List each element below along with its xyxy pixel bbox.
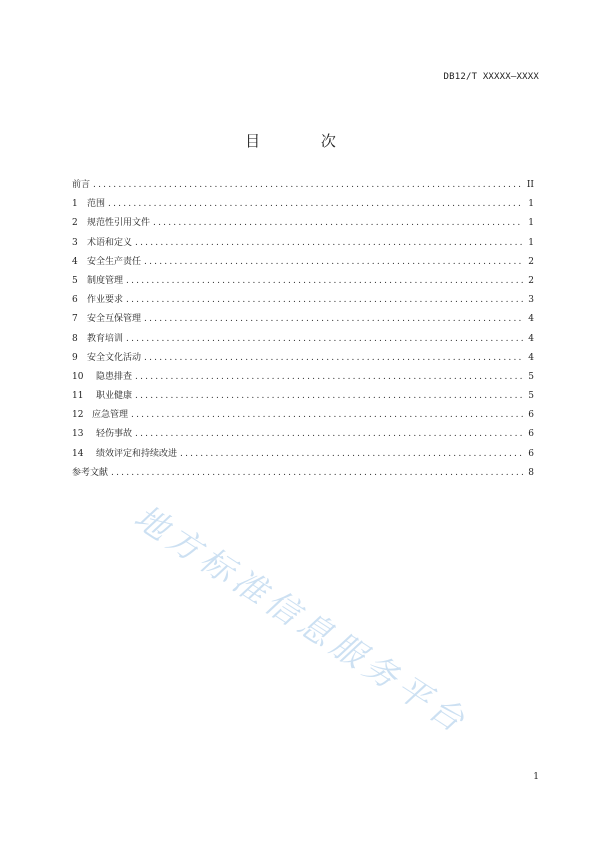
toc-entry-page: 2 (528, 256, 534, 267)
toc-entry-4[interactable] (72, 253, 534, 272)
toc-entry-page: 5 (528, 371, 534, 382)
toc-leader-dots (144, 253, 523, 272)
toc-entry-number: 12 (72, 410, 84, 421)
toc-entry-number: 9 (72, 352, 78, 363)
toc-entry-foreword[interactable] (72, 176, 534, 195)
toc-entry-page: 3 (528, 295, 534, 306)
toc-entry-page: 2 (528, 275, 534, 286)
toc-entry-2[interactable] (72, 214, 534, 233)
toc-leader-dots (126, 272, 523, 291)
toc-entry-8[interactable] (72, 330, 534, 349)
toc-leader-dots (108, 195, 523, 214)
toc-entry-9[interactable] (72, 349, 534, 368)
table-of-contents (72, 176, 534, 483)
toc-entry-page: 1 (528, 218, 534, 229)
toc-leader-dots (135, 387, 523, 406)
toc-entry-page: 8 (528, 467, 534, 478)
toc-entry-14[interactable] (72, 445, 534, 464)
toc-entry-number: 3 (72, 237, 78, 248)
toc-entry-label: 参考文献 (72, 467, 109, 478)
toc-entry-label: 隐患排查 (96, 371, 133, 382)
toc-leader-dots (135, 368, 523, 387)
toc-leader-dots (135, 234, 523, 253)
toc-entry-number: 10 (72, 371, 84, 382)
toc-entry-label: 规范性引用文件 (87, 218, 151, 229)
toc-entry-12[interactable] (72, 406, 534, 425)
toc-entry-label: 轻伤事故 (96, 429, 133, 440)
toc-entry-10[interactable] (72, 368, 534, 387)
toc-leader-dots (135, 425, 523, 444)
toc-entry-page: 6 (528, 410, 534, 421)
toc-entry-number: 2 (72, 218, 78, 229)
toc-leader-dots (126, 330, 523, 349)
toc-leader-dots (180, 445, 523, 464)
toc-entry-references[interactable] (72, 464, 534, 483)
toc-entry-1[interactable] (72, 195, 534, 214)
page-number: 1 (533, 772, 539, 782)
toc-entry-label: 术语和定义 (87, 237, 133, 248)
toc-leader-dots (153, 214, 523, 233)
toc-entry-number: 14 (72, 448, 84, 459)
toc-entry-page: 1 (528, 237, 534, 248)
toc-entry-label: 绩效评定和持续改进 (96, 448, 178, 459)
toc-leader-dots (144, 310, 523, 329)
toc-entry-page: 1 (528, 199, 534, 210)
toc-entry-page: 5 (528, 391, 534, 402)
toc-entry-label: 应急管理 (92, 410, 129, 421)
toc-entry-label: 前言 (72, 180, 91, 190)
toc-entry-label: 安全文化活动 (87, 352, 142, 363)
toc-entry-11[interactable] (72, 387, 534, 406)
toc-entry-number: 6 (72, 295, 78, 306)
toc-entry-3[interactable] (72, 234, 534, 253)
toc-entry-13[interactable] (72, 425, 534, 444)
toc-entry-5[interactable] (72, 272, 534, 291)
toc-entry-page: 6 (528, 448, 534, 459)
toc-entry-label: 范围 (87, 199, 106, 210)
toc-entry-number: 13 (72, 429, 84, 440)
toc-entry-number: 11 (72, 391, 84, 402)
toc-title: 目 次 (245, 132, 364, 150)
toc-entry-page: II (526, 180, 534, 190)
toc-entry-page: 4 (528, 314, 534, 325)
toc-entry-6[interactable] (72, 291, 534, 310)
toc-entry-number: 8 (72, 333, 78, 344)
toc-leader-dots (93, 176, 523, 195)
toc-leader-dots (144, 349, 523, 368)
toc-entry-number: 4 (72, 256, 78, 267)
toc-entry-page: 4 (528, 333, 534, 344)
toc-leader-dots (131, 406, 523, 425)
toc-entry-label: 教育培训 (87, 333, 124, 344)
toc-entry-number: 5 (72, 275, 78, 286)
toc-entry-page: 6 (528, 429, 534, 440)
toc-entry-label: 制度管理 (87, 275, 124, 286)
toc-entry-7[interactable] (72, 310, 534, 329)
toc-entry-label: 职业健康 (96, 391, 133, 402)
toc-entry-number: 1 (72, 199, 78, 210)
toc-entry-number: 7 (72, 314, 78, 325)
toc-leader-dots (126, 291, 523, 310)
toc-entry-label: 安全互保管理 (87, 314, 142, 325)
toc-leader-dots (111, 464, 523, 483)
watermark-text: 地方标准信息服务平台 (127, 497, 476, 743)
toc-entry-page: 4 (528, 352, 534, 363)
document-code: DB12/T XXXXX—XXXX (443, 72, 539, 82)
toc-entry-label: 安全生产责任 (87, 256, 142, 267)
toc-entry-label: 作业要求 (87, 295, 124, 306)
